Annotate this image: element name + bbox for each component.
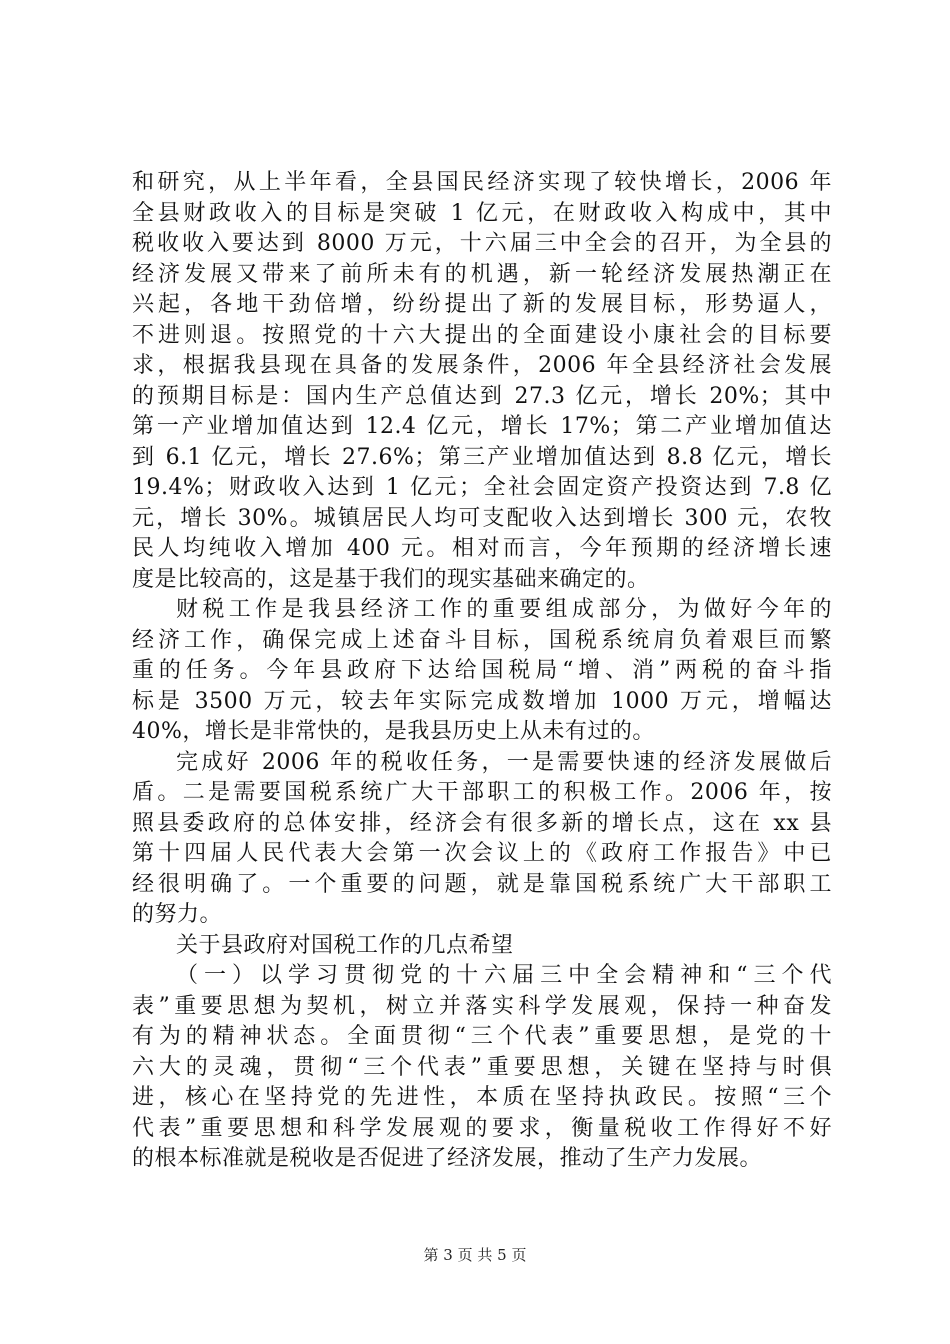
- paragraph-3-line-5: 经很明确了。一个重要的问题，就是靠国税系统广大干部职工: [132, 871, 832, 897]
- paragraph-1-line-7: 求，根据我县现在具备的发展条件，2006 年全县经济社会发展: [132, 353, 832, 378]
- section-heading: 关于县政府对国税工作的几点希望: [176, 932, 514, 958]
- paragraph-2-line-2: 经济工作，确保完成上述奋斗目标，国税系统肩负着艰巨而繁: [132, 627, 832, 653]
- paragraph-4-line-5: 进，核心在坚持党的先进性，本质在坚持执政民。按照“三个: [132, 1085, 832, 1110]
- paragraph-1-line-12: 元，增长 30%。城镇居民人均可支配收入达到增长 300 元，农牧: [132, 505, 832, 531]
- paragraph-1-line-3: 税收收入要达到 8000 万元，十六届三中全会的召开，为全县的: [132, 231, 832, 256]
- paragraph-3-line-1: 完成好 2006 年的税收任务，一是需要快速的经济发展做后: [176, 749, 832, 775]
- paragraph-4-line-2: 表”重要思想为契机，树立并落实科学发展观，保持一种奋发: [132, 993, 832, 1019]
- paragraph-4-line-1: （一）以学习贯彻党的十六届三中全会精神和“三个代: [176, 963, 832, 988]
- paragraph-4-line-3: 有为的精神状态。全面贯彻“三个代表”重要思想，是党的十: [132, 1024, 832, 1049]
- paragraph-1-line-13: 民人均纯收入增加 400 元。相对而言，今年预期的经济增长速: [132, 536, 832, 561]
- paragraph-1-line-2: 全县财政收入的目标是突破 1 亿元，在财政收入构成中，其中: [132, 200, 832, 226]
- paragraph-1-line-4: 经济发展又带来了前所未有的机遇，新一轮经济发展热潮正在: [132, 261, 832, 287]
- paragraph-1-line-14: 度是比较高的，这是基于我们的现实基础来确定的。: [132, 566, 650, 592]
- page-number-footer: 第 3 页 共 5 页: [423, 1246, 527, 1264]
- paragraph-3-line-3: 照县委政府的总体安排，经济会有很多新的增长点，这在 xx 县: [132, 810, 832, 836]
- paragraph-3-line-2: 盾。二是需要国税系统广大干部职工的积极工作。2006 年，按: [132, 780, 832, 805]
- paragraph-4-line-6: 代表”重要思想和科学发展观的要求，衡量税收工作得好不好: [132, 1115, 832, 1141]
- paragraph-2-line-3: 重的任务。今年县政府下达给国税局“增、消”两税的奋斗指: [132, 658, 832, 683]
- document-body: [132, 168, 832, 1175]
- paragraph-1-line-5: 兴起，各地干劲倍增，纷纷提出了新的发展目标，形势逼人，: [132, 292, 832, 317]
- paragraph-2-line-1: 财税工作是我县经济工作的重要组成部分，为做好今年的: [176, 597, 832, 622]
- paragraph-1-line-9: 第一产业增加值达到 12.4 亿元，增长 17%；第二产业增加值达: [132, 414, 832, 439]
- paragraph-4-line-7: 的根本标准就是税收是否促进了经济发展，推动了生产力发展。: [132, 1146, 763, 1171]
- paragraph-1-line-8: 的预期目标是：国内生产总值达到 27.3 亿元，增长 20%；其中: [132, 383, 832, 409]
- paragraph-1-line-10: 到 6.1 亿元，增长 27.6%；第三产业增加值达到 8.8 亿元，增长: [132, 444, 832, 470]
- paragraph-1-line-1: 和研究，从上半年看，全县国民经济实现了较快增长，2006 年: [132, 170, 832, 195]
- paragraph-1-line-6: 不进则退。按照党的十六大提出的全面建设小康社会的目标要: [132, 322, 832, 348]
- paragraph-3-line-6: 的努力。: [132, 902, 223, 927]
- paragraph-4-line-4: 六大的灵魂，贯彻“三个代表”重要思想，关键在坚持与时俱: [132, 1054, 832, 1080]
- paragraph-1-line-11: 19.4%；财政收入达到 1 亿元；全社会固定资产投资达到 7.8 亿: [132, 475, 832, 500]
- paragraph-3-line-4: 第十四届人民代表大会第一次会议上的《政府工作报告》中已: [132, 841, 832, 866]
- paragraph-2-line-4: 标是 3500 万元，较去年实际完成数增加 1000 万元，增幅达: [132, 688, 832, 714]
- paragraph-2-line-5: 40%，增长是非常快的，是我县历史上从未有过的。: [132, 719, 655, 744]
